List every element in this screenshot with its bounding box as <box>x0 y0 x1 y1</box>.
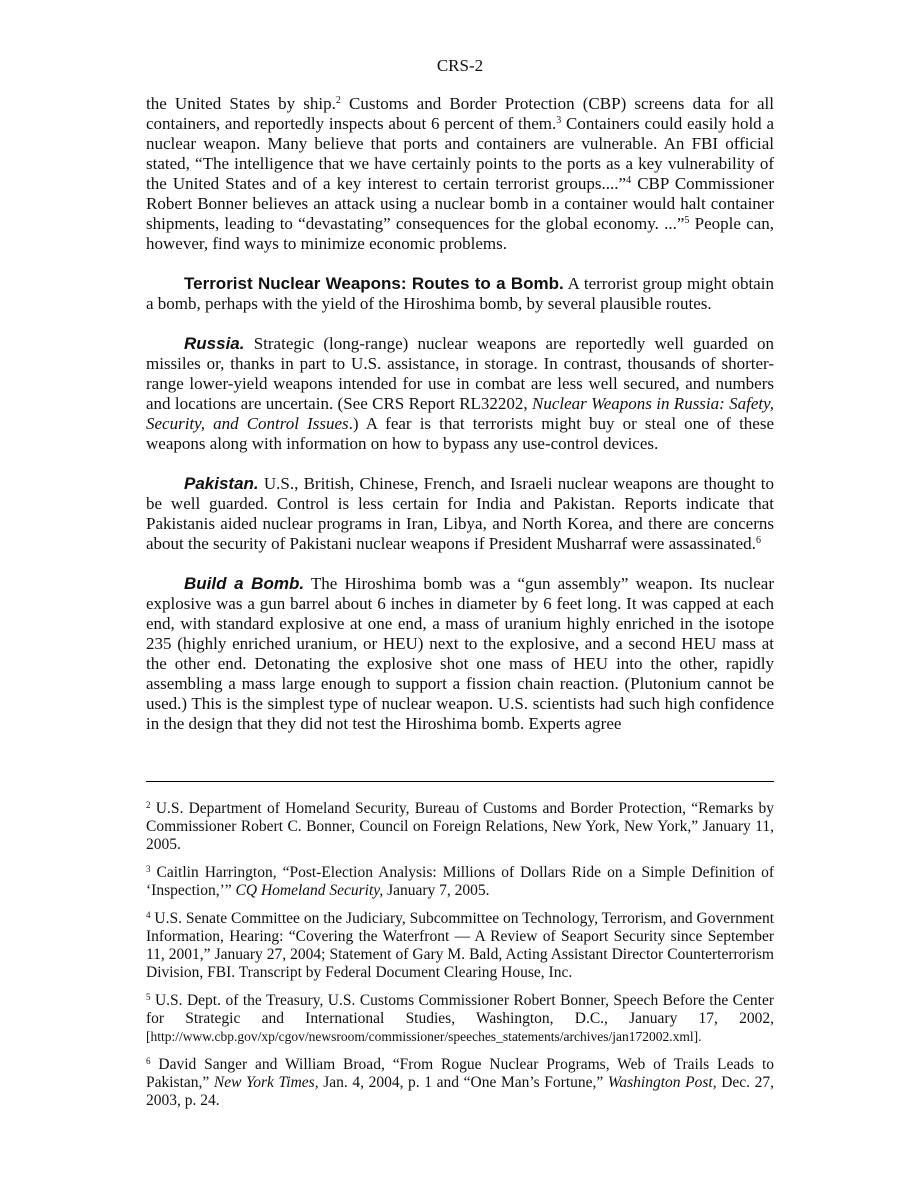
body-text <box>146 94 774 754</box>
section-heading-pakistan: Pakistan. <box>184 474 259 493</box>
footnote-divider <box>146 781 774 782</box>
paragraph-pakistan: Pakistan. U.S., British, Chinese, French, and Israeli nuclear weapons are thought to be well guarded. Control is less certain for India and Pakistan. Reports indicate that Pakistanis aided nuclear programs in Iran, Libya, and North Korea, and there are concerns about the security of Pakistani nuclear weapons if President Musharraf were assassinated.$^6$ <box>146 474 774 553</box>
section-heading-russia: Russia. <box>184 334 245 353</box>
footnote-6: $^6$ David Sanger and William Broad, “From Rogue Nuclear Programs, Web of Trails Leads to Pakistan,” New York Times, Jan. 4, 2004, p. 1 and “One Man’s Fortune,” Washington Post, Dec. 27, 2003, p. 24. <box>146 1056 774 1109</box>
footnotes <box>146 800 774 1120</box>
footnote-3: $^3$ Caitlin Harrington, “Post-Election Analysis: Millions of Dollars Ride on a Simple Definition of ‘Inspection,’” CQ Homeland Security, January 7, 2005. <box>146 864 774 899</box>
paragraph-ports: the United States by ship.$^2$ Customs and Border Protection (CBP) screens data for all containers, and reportedly inspects about 6 percent of them.$^3$ Containers could easily hold a nuclear weapon. Many believe that ports and containers are vulnerable. An FBI official stated, “The intelligence that we have certainly points to the ports as a key vulnerability of the United States and of a key interest to certain terrorist groups....”$^4$ CBP Commissioner Robert Bonner believes an attack using a nuclear bomb in a container would halt container shipments, leading to “devastating” consequences for the global economy. ...”$^5$ People can, however, find ways to minimize economic problems. <box>146 94 775 253</box>
footnote-ref-3: 3 <box>556 115 562 126</box>
section-heading-routes: Terrorist Nuclear Weapons: Routes to a Bomb. <box>184 274 564 293</box>
paragraph-russia: Russia. Strategic (long-range) nuclear weapons are reportedly well guarded on missiles or, thanks in part to U.S. assistance, in storage. In contrast, thousands of shorter-range lower-yield weapons intended for use in combat are less well secured, and numbers and locations are uncertain. (See CRS Report RL32202, Nuclear Weapons in Russia: Safety, Security, and Control Issues.) A fear is that terrorists might buy or steal one of these weapons along with information on how to bypass any use-control devices. <box>146 334 774 453</box>
paragraph-build-bomb: Build a Bomb. The Hiroshima bomb was a “gun assembly” weapon. Its nuclear explosive was a gun barrel about 6 inches in diameter by 6 feet long. It was capped at each end, with standard explosive at one end, a mass of uranium highly enriched in the isotope 235 (highly enriched uranium, or HEU) next to the explosive, and a second HEU mass at the other end. Detonating the explosive shot one mass of HEU into the other, rapidly assembling a mass large enough to support a fission chain reaction. (Plutonium cannot be used.) This is the simplest type of nuclear weapon. U.S. scientists had such high confidence in the design that they did not test the Hiroshima bomb. Experts agree <box>146 574 774 733</box>
footnote-ref-4: 4 <box>626 175 632 186</box>
section-heading-build-bomb: Build a Bomb. <box>184 574 305 593</box>
report-title: Nuclear Weapons in Russia: Safety, Security, and Control Issues <box>146 394 774 433</box>
footnote-5: $^5$ U.S. Dept. of the Treasury, U.S. Customs Commissioner Robert Bonner, Speech Before the Center for Strategic and International Studies, Washington, D.C., January 17, 2002, [http://www.cbp.gov/xp/cgov/newsroom/commissioner/speeches_statements/archives/jan172002.xml]. <box>146 992 774 1044</box>
footnote-ref-6: 6 <box>755 535 761 546</box>
page-number-header: CRS-2 <box>436 56 484 75</box>
footnote-url: [http://www.cbp.gov/xp/cgov/newsroom/commissioner/speeches_statements/archives/jan172002.xml]. <box>146 1029 702 1044</box>
footnote-ref-2: 2 <box>335 95 341 106</box>
footnote-2: $^2$ U.S. Department of Homeland Security, Bureau of Customs and Border Protection, “Remarks by Commissioner Robert C. Bonner, Council on Foreign Relations, New York, New York,” January 11, 2005. <box>146 800 774 853</box>
footnote-4: $^4$ U.S. Senate Committee on the Judiciary, Subcommittee on Technology, Terrorism, and Government Information, Hearing: “Covering the Waterfront — A Review of Seaport Security since September 11, 2001,” January 27, 2004; Statement of Gary M. Bald, Acting Assistant Director Counterterrorism Division, FBI. Transcript by Federal Document Clearing House, Inc. <box>146 910 774 981</box>
footnote-ref-5: 5 <box>684 215 690 226</box>
paragraph-routes: Terrorist Nuclear Weapons: Routes to a Bomb. A terrorist group might obtain a bomb, perhaps with the yield of the Hiroshima bomb, by several plausible routes. <box>146 274 774 313</box>
